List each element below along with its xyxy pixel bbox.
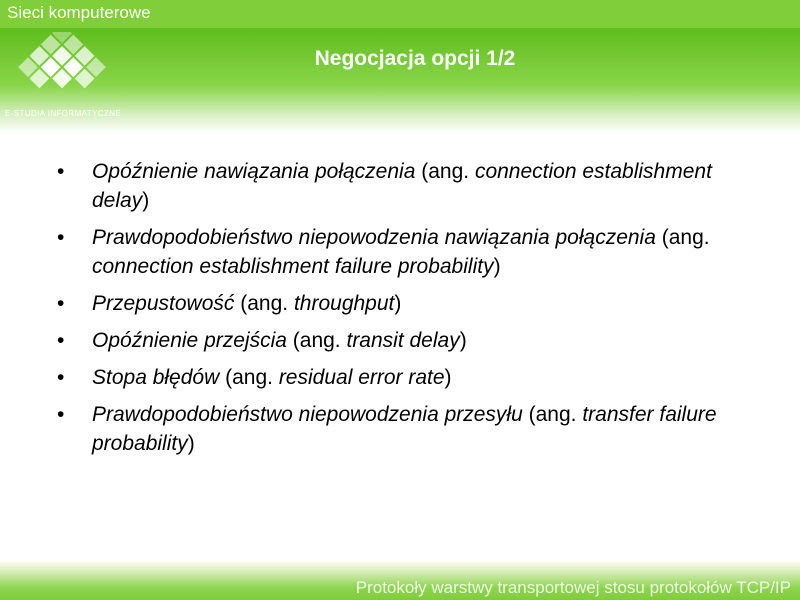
- bullet-closing-paren: ): [142, 189, 150, 212]
- bullet-dot: •: [57, 226, 65, 249]
- bullet-ang-prefix: (ang.: [655, 226, 710, 249]
- logo-caption: E-STUDIA INFORMATYCZNE: [5, 109, 122, 118]
- footer-text: Protokoły warstwy transportowej stosu protokołów TCP/IP: [355, 578, 791, 597]
- bullet-term: Opóźnienie nawiązania połączenia: [92, 160, 416, 183]
- bullet-closing-paren: ): [394, 292, 402, 315]
- bullet-item: [57, 289, 737, 318]
- bullet-ang-prefix: (ang.: [522, 403, 583, 426]
- bullet-closing-paren: ): [187, 432, 195, 455]
- bullet-list: [57, 157, 737, 466]
- bullet-dot: •: [57, 160, 65, 183]
- bullet-item: [57, 363, 737, 392]
- bullet-english-term: transfer failure probability: [92, 403, 717, 455]
- bullet-dot: •: [57, 366, 65, 389]
- bullet-dot: •: [57, 329, 65, 352]
- bullet-closing-paren: ): [493, 255, 501, 278]
- bullet-closing-paren: ): [444, 366, 452, 389]
- bullet-term: Stopa błędów: [92, 366, 220, 389]
- bullet-english-term: throughput: [293, 292, 395, 315]
- course-title: Sieci komputerowe: [7, 3, 151, 22]
- bullet-item: [57, 157, 737, 215]
- bullet-term: Przepustowość: [92, 292, 235, 315]
- bullet-ang-prefix: (ang.: [234, 292, 294, 315]
- bullet-term: Opóźnienie przejścia: [92, 329, 287, 352]
- bullet-closing-paren: ): [459, 329, 467, 352]
- bullet-ang-prefix: (ang.: [219, 366, 279, 389]
- bullet-item: [57, 326, 737, 355]
- bullet-term: Prawdopodobieństwo niepowodzenia przesyłu: [92, 403, 523, 426]
- slide-title: Negocjacja opcji 1/2: [314, 47, 516, 70]
- bullet-item: [57, 223, 737, 281]
- bullet-dot: •: [57, 292, 65, 315]
- bullet-english-term: connection establishment delay: [92, 160, 712, 212]
- bullet-english-term: connection establishment failure probability: [92, 255, 494, 278]
- e-studia-logo-icon: [12, 32, 112, 108]
- bullet-english-term: residual error rate: [278, 366, 445, 389]
- bullet-term: Prawdopodobieństwo niepowodzenia nawiązania połączenia: [92, 226, 656, 249]
- bullet-dot: •: [57, 403, 65, 426]
- bullet-ang-prefix: (ang.: [415, 160, 475, 183]
- top-bar: [0, 0, 800, 28]
- bullet-ang-prefix: (ang.: [286, 329, 347, 352]
- bullet-english-term: transit delay: [346, 329, 460, 352]
- bullet-item: [57, 400, 737, 458]
